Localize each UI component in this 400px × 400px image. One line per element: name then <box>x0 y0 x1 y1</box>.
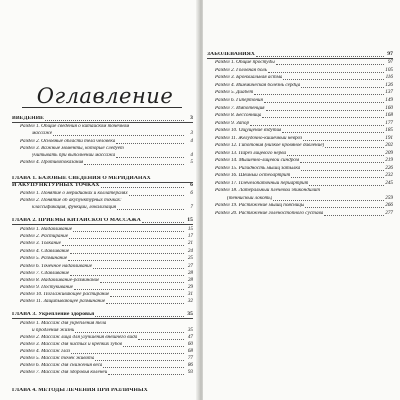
toc-entry-title: учитывать при выполнении массажа <box>32 153 116 158</box>
toc-dot-leader <box>100 282 184 283</box>
toc-entry-title: Раздел 16. Шейный остеоартрит <box>215 173 291 178</box>
toc-page-number: 3 <box>190 130 193 136</box>
toc-dot-leader <box>53 135 184 136</box>
toc-entry <box>32 153 193 159</box>
toc-page-number: 4 <box>190 152 193 158</box>
toc-dot-leader <box>325 147 384 148</box>
toc-entry-title: Раздел 1. Понятие о меридианах и коллатералях <box>20 191 128 196</box>
toc-dot-leader <box>123 346 184 347</box>
toc-dot-leader <box>301 87 384 88</box>
toc-entry <box>227 196 393 202</box>
toc-entry-title: (теннисный локоть) <box>227 196 273 201</box>
toc-dot-leader <box>262 117 384 118</box>
toc-entry <box>12 218 193 224</box>
toc-entry-title: Раздел 3. Массаж для чистых и крепких зубов <box>20 342 123 347</box>
toc-entry <box>20 139 193 145</box>
toc-entry-title: Раздел 7. Массаж для здоровья коленей <box>20 370 108 375</box>
toc-page-number: 47 <box>187 334 193 340</box>
toc-entry-title: Раздел 3. Толкание <box>20 241 61 246</box>
toc-entry <box>12 312 193 318</box>
toc-entry <box>12 116 193 122</box>
toc-entry-title: массаже <box>32 131 53 136</box>
toc-page-number: 160 <box>385 105 393 111</box>
toc-page-number: 27 <box>187 263 193 269</box>
toc-entry <box>215 83 393 89</box>
toc-entry-title: Раздел 8. Надавливание-разминание <box>20 278 100 283</box>
toc-page-number: 202 <box>385 142 393 148</box>
toc-dot-leader <box>62 245 184 246</box>
toc-entry <box>215 106 393 112</box>
toc-entry-title: Раздел 9. Запор <box>215 121 250 126</box>
toc-dot-leader <box>103 367 184 368</box>
toc-entry-title: Раздел 11. Желудочно-кишечный невроз <box>215 136 303 141</box>
toc-entry <box>215 68 393 74</box>
toc-entry-title: Раздел 4. Массаж глаз <box>20 349 71 354</box>
toc-page-number: 149 <box>385 97 393 103</box>
toc-entry-title: Раздел 9. Постукивание <box>20 285 73 290</box>
toc-entry-title: и продления жизни <box>32 328 75 333</box>
toc-dot-leader <box>268 72 384 73</box>
toc-dot-leader <box>250 125 384 126</box>
toc-entry <box>215 151 393 157</box>
toc-dot-leader <box>74 289 184 290</box>
page-title: Оглавление <box>36 84 174 108</box>
toc-entry <box>20 299 193 305</box>
toc-entry-title: Раздел 7. Сдавливание <box>20 271 70 276</box>
toc-entry <box>20 271 193 277</box>
toc-dot-leader <box>108 374 184 375</box>
toc-entry-title: Раздел 4. Ишемическая болезнь сердца <box>215 83 301 88</box>
toc-page-number: 97 <box>387 59 393 65</box>
toc-page-number: 185 <box>385 127 393 133</box>
toc-entry-title: Раздел 7. Импотенция <box>215 106 265 111</box>
toc-entry-title: ГЛАВА 2. ПРИЕМЫ КИТАЙСКОГО МАССАЖА <box>12 218 141 223</box>
toc-dot-leader <box>309 185 384 186</box>
toc-entry-title: Раздел 4. Сдавливание <box>20 249 70 254</box>
toc-dot-leader <box>142 222 184 223</box>
toc-entry-title: Раздел 8. Бессонница <box>215 113 262 118</box>
toc-entry <box>215 121 393 127</box>
toc-entry <box>20 198 193 204</box>
toc-entry <box>20 256 193 262</box>
toc-entry <box>12 176 193 182</box>
toc-entry-title: И АКУПУНКТУРНЫХ ТОЧКАХ <box>12 183 100 188</box>
toc-entry <box>32 131 193 137</box>
toc-page-number: 7 <box>190 204 193 210</box>
section-rule <box>12 182 193 183</box>
toc-entry <box>20 292 193 298</box>
toc-entry-title: ГЛАВА 1. БАЗОВЫЕ СВЕДЕНИЯ О МЕРИДИАНАХ <box>12 176 151 181</box>
toc-entry-title: Раздел 1. Общие простуды <box>215 60 275 65</box>
toc-dot-leader <box>256 56 384 57</box>
toc-page-number: 191 <box>385 135 393 141</box>
toc-dot-leader <box>300 162 384 163</box>
toc-dot-leader <box>273 200 384 201</box>
toc-entry-title: Раздел 20. Растяжение голеностопного сустава <box>215 211 324 216</box>
toc-dot-leader <box>254 94 384 95</box>
section-rule <box>12 122 193 123</box>
toc-dot-leader <box>84 164 184 165</box>
toc-entry-title: Раздел 2. Растирание <box>20 234 68 239</box>
toc-dot-leader <box>283 79 384 80</box>
toc-entry-title: Раздел 10. Поглаживающее растирание <box>20 292 110 297</box>
toc-entry <box>20 191 193 197</box>
toc-entry <box>215 60 393 66</box>
toc-entry <box>20 227 193 233</box>
toc-entry <box>215 188 393 194</box>
toc-entry <box>215 173 393 179</box>
toc-entry-title: Раздел 11. Защипывающее разминание <box>20 299 106 304</box>
toc-dot-leader <box>110 296 184 297</box>
toc-entry <box>215 136 393 142</box>
toc-page-number: 226 <box>385 165 393 171</box>
toc-page-number: 77 <box>187 355 193 361</box>
toc-page-number: 93 <box>187 369 193 375</box>
toc-dot-leader <box>324 215 384 216</box>
toc-page-number: 24 <box>187 248 193 254</box>
toc-dot-leader <box>276 64 384 65</box>
toc-entry-title: ГЛАВА 3. Укрепление здоровья <box>12 312 95 317</box>
toc-dot-leader <box>116 143 184 144</box>
toc-dot-leader <box>95 316 184 317</box>
toc-entry-title: Раздел 14. Мышечно-лицевой синдром <box>215 158 300 163</box>
toc-entry <box>215 98 393 104</box>
toc-entry-title: Раздел 1. Надавливание <box>20 227 73 232</box>
toc-entry-title: Раздел 19. Растяжение мышц поясницы <box>215 203 305 208</box>
toc-dot-leader <box>73 231 184 232</box>
toc-page-number: 15 <box>187 217 193 223</box>
toc-entry <box>20 342 193 348</box>
toc-page-number: 219 <box>385 157 393 163</box>
toc-entry-title: Раздел 17. Плечелопаточный периартрит <box>215 181 309 186</box>
toc-entry-title: Раздел 6. Точечное надавливание <box>20 264 93 269</box>
toc-entry <box>20 349 193 355</box>
toc-entry <box>20 335 193 341</box>
toc-dot-leader <box>106 303 184 304</box>
toc-page-number: 97 <box>387 51 393 57</box>
toc-dot-leader <box>305 207 384 208</box>
toc-entry <box>215 90 393 96</box>
toc-entry-title: Раздел 10. Ощущение вздутия <box>215 128 282 133</box>
toc-page-number: 116 <box>385 74 393 80</box>
toc-entry-title: Раздел 5. Диабет <box>215 90 254 95</box>
toc-dot-leader <box>282 132 384 133</box>
toc-entry <box>215 203 393 209</box>
toc-dot-leader <box>303 140 384 141</box>
toc-page-number: 32 <box>187 298 193 304</box>
toc-entry <box>20 264 193 270</box>
toc-page-number: 259 <box>385 195 393 201</box>
toc-page-number: 6 <box>190 182 193 188</box>
toc-entry <box>207 52 393 58</box>
toc-dot-leader <box>70 253 184 254</box>
toc-entry <box>215 211 393 217</box>
toc-entry <box>215 158 393 164</box>
toc-entry <box>20 146 193 152</box>
toc-entry-title: Раздел 12. Гипотония (низкое кровяное давление) <box>215 143 325 148</box>
toc-entry-title: классификация, функции, локализация <box>32 205 117 210</box>
toc-entry-title: Раздел 5. Массаж точек живота <box>20 356 95 361</box>
toc-entry-title: Раздел 2. Массаж лица для улучшения внешнего вида <box>20 335 138 340</box>
toc-page-number: 126 <box>385 82 393 88</box>
toc-dot-leader <box>116 157 184 158</box>
toc-entry <box>20 321 193 327</box>
toc-entry <box>20 160 193 166</box>
toc-entry <box>215 75 393 81</box>
toc-page-number: 35 <box>187 327 193 333</box>
toc-entry <box>215 166 393 172</box>
toc-entry-title: Раздел 6. Гипертония <box>215 98 263 103</box>
toc-entry-title: ГЛАВА 4. МЕТОДЫ ЛЕЧЕНИЯ ПРИ РАЗЛИЧНЫХ <box>12 388 148 393</box>
toc-entry-title: Раздел 3. Важные моменты, которые следует <box>20 146 124 151</box>
toc-page-number: 6 <box>190 190 193 196</box>
toc-dot-leader <box>264 102 384 103</box>
toc-dot-leader <box>138 339 184 340</box>
toc-dot-leader <box>75 332 184 333</box>
toc-entry <box>20 278 193 284</box>
toc-entry <box>20 370 193 376</box>
toc-page-number: 105 <box>385 67 393 73</box>
toc-entry <box>20 241 193 247</box>
toc-entry-title: Раздел 6. Массаж для снижения веса <box>20 363 103 368</box>
toc-entry <box>215 128 393 134</box>
toc-entry <box>20 356 193 362</box>
left-toc <box>0 0 198 400</box>
right-toc <box>203 0 400 400</box>
toc-page-number: 3 <box>190 115 193 121</box>
toc-dot-leader <box>93 268 184 269</box>
toc-entry-title: Раздел 2. Головная боль <box>215 68 267 73</box>
toc-page-number: 5 <box>190 159 193 165</box>
toc-dot-leader <box>266 110 384 111</box>
toc-dot-leader <box>70 275 184 276</box>
toc-entry-title: Раздел 1. Массаж для укрепления тела <box>20 321 107 326</box>
toc-entry <box>20 285 193 291</box>
toc-entry <box>12 388 193 394</box>
toc-page-number: 209 <box>385 150 393 156</box>
left-page <box>0 0 198 400</box>
toc-page-number: 35 <box>187 311 193 317</box>
toc-dot-leader <box>301 170 384 171</box>
toc-entry-title: Раздел 2. Основные области тела человека <box>20 139 116 144</box>
toc-entry <box>215 181 393 187</box>
toc-entry <box>32 205 193 211</box>
toc-entry-title: Раздел 3. Бронхиальная астма <box>215 75 283 80</box>
toc-entry <box>20 124 193 130</box>
toc-dot-leader <box>291 177 384 178</box>
toc-dot-leader <box>69 238 184 239</box>
toc-page-number: 28 <box>187 270 193 276</box>
toc-entry-title: Раздел 18. Латеральный плечевой эпикондилит <box>215 188 321 193</box>
toc-entry <box>20 249 193 255</box>
toc-page-number: 266 <box>385 202 393 208</box>
toc-page-number: 86 <box>187 362 193 368</box>
toc-entry-title: Раздел 1. Общие сведения о китайском точечном <box>20 124 130 129</box>
toc-dot-leader <box>68 260 184 261</box>
toc-entry-title: ВВЕДЕНИЕ <box>12 116 45 121</box>
toc-dot-leader <box>71 353 184 354</box>
toc-page-number: 232 <box>385 172 393 178</box>
toc-page-number: 68 <box>187 348 193 354</box>
toc-dot-leader <box>95 360 184 361</box>
toc-page-number: 177 <box>385 120 393 126</box>
toc-dot-leader <box>117 209 184 210</box>
toc-page-number: 60 <box>187 341 193 347</box>
toc-entry <box>215 113 393 119</box>
toc-page-number: 245 <box>385 180 393 186</box>
toc-dot-leader <box>101 187 184 188</box>
toc-dot-leader <box>129 195 184 196</box>
toc-entry <box>215 143 393 149</box>
toc-entry <box>20 234 193 240</box>
toc-page-number: 17 <box>187 233 193 239</box>
section-rule <box>12 318 193 319</box>
toc-page-number: 277 <box>385 210 393 216</box>
toc-dot-leader <box>287 155 384 156</box>
toc-entry <box>32 328 193 334</box>
toc-page-number: 25 <box>187 255 193 261</box>
toc-entry-title: Раздел 5. Разминание <box>20 256 68 261</box>
section-rule <box>12 224 193 225</box>
toc-page-number: 4 <box>190 138 193 144</box>
toc-entry <box>12 183 193 189</box>
toc-entry <box>20 363 193 369</box>
toc-entry-title: Раздел 13. Парез лицевого нерва <box>215 151 287 156</box>
toc-entry-title: Раздел 2. Понятие об акупунктурных точках: <box>20 198 122 203</box>
toc-page-number: 21 <box>187 240 193 246</box>
toc-page-number: 31 <box>187 291 193 297</box>
toc-entry-title: ЗАБОЛЕВАНИЯХ <box>207 52 256 57</box>
toc-entry-title: Раздел 4. Противопоказания <box>20 160 84 165</box>
toc-page-number: 29 <box>187 284 193 290</box>
toc-entry-title: Раздел 15. Ригидность мышц затылка <box>215 166 301 171</box>
toc-page-number: 28 <box>187 277 193 283</box>
toc-dot-leader <box>45 120 184 121</box>
toc-page-number: 168 <box>385 112 393 118</box>
toc-page-number: 15 <box>187 226 193 232</box>
right-page <box>203 0 400 400</box>
section-rule <box>207 58 393 59</box>
toc-page-number: 137 <box>385 89 393 95</box>
